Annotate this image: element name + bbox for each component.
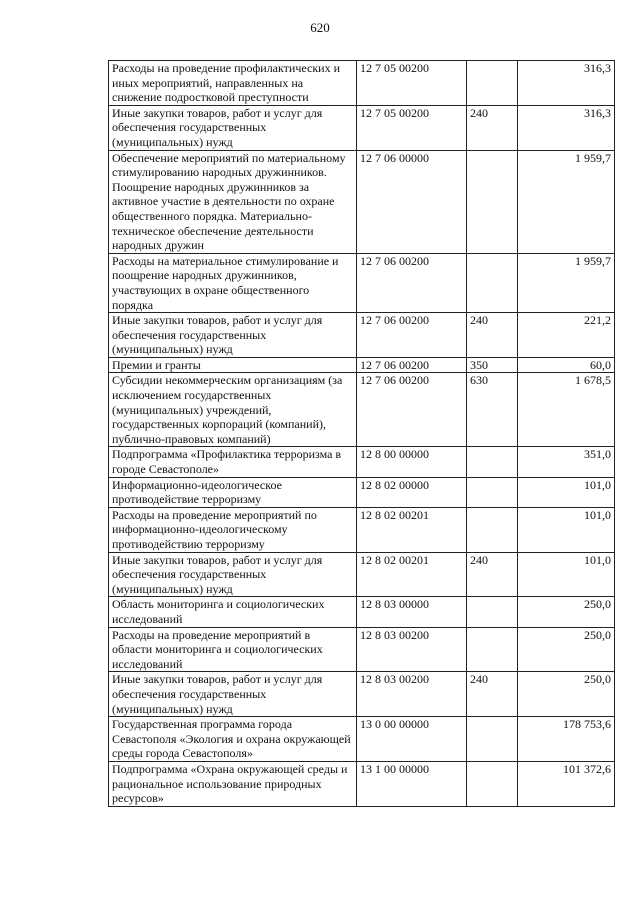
- row-amount-cell: 178 753,6: [518, 717, 615, 762]
- row-expense-type-cell: 240: [467, 672, 518, 717]
- table-row: [109, 373, 615, 447]
- row-amount-cell: 1 959,7: [518, 150, 615, 253]
- row-code-cell: 12 8 02 00000: [357, 477, 467, 507]
- row-amount-cell: 1 678,5: [518, 373, 615, 447]
- table-row: [109, 105, 615, 150]
- row-expense-type-cell: 630: [467, 373, 518, 447]
- row-expense-type-cell: 350: [467, 357, 518, 373]
- row-amount-cell: 101,0: [518, 477, 615, 507]
- table-row: [109, 627, 615, 672]
- row-amount-cell: 1 959,7: [518, 253, 615, 312]
- row-name-cell: Расходы на проведение профилактических и иных мероприятий, направленных на снижение подростковой преступности: [109, 61, 357, 106]
- row-code-cell: 12 7 06 00000: [357, 150, 467, 253]
- row-expense-type-cell: [467, 507, 518, 552]
- row-name-cell: Иные закупки товаров, работ и услуг для обеспечения государственных (муниципальных) нужд: [109, 672, 357, 717]
- table-row: [109, 477, 615, 507]
- row-name-cell: Иные закупки товаров, работ и услуг для обеспечения государственных (муниципальных) нужд: [109, 552, 357, 597]
- row-name-cell: Расходы на проведение мероприятий в области мониторинга и социологических исследований: [109, 627, 357, 672]
- row-amount-cell: 101 372,6: [518, 761, 615, 806]
- row-amount-cell: 250,0: [518, 627, 615, 672]
- row-expense-type-cell: [467, 597, 518, 627]
- row-code-cell: 12 7 05 00200: [357, 61, 467, 106]
- row-name-cell: Расходы на материальное стимулирование и поощрение народных дружинников, участвующих в охране общественного порядка: [109, 253, 357, 312]
- row-expense-type-cell: 240: [467, 105, 518, 150]
- page-number: 620: [310, 20, 330, 35]
- table-row: [109, 61, 615, 106]
- row-name-cell: Расходы на проведение мероприятий по информационно-идеологическому противодействию терроризму: [109, 507, 357, 552]
- row-expense-type-cell: [467, 150, 518, 253]
- row-code-cell: 12 8 02 00201: [357, 507, 467, 552]
- row-name-cell: Премии и гранты: [109, 357, 357, 373]
- row-code-cell: 13 0 00 00000: [357, 717, 467, 762]
- row-amount-cell: 250,0: [518, 597, 615, 627]
- table-row: [109, 253, 615, 312]
- row-code-cell: 12 7 05 00200: [357, 105, 467, 150]
- row-name-cell: Обеспечение мероприятий по материальному стимулированию народных дружинников. Поощрение народных дружинников за активное участие в деятельности по охране общественного порядка. Материально-техническое обеспечение деятельности народных дружин: [109, 150, 357, 253]
- table-row: [109, 672, 615, 717]
- row-name-cell: Область мониторинга и социологических исследований: [109, 597, 357, 627]
- row-expense-type-cell: [467, 761, 518, 806]
- row-code-cell: 12 7 06 00200: [357, 253, 467, 312]
- row-amount-cell: 60,0: [518, 357, 615, 373]
- row-amount-cell: 316,3: [518, 61, 615, 106]
- budget-table-body: [109, 61, 615, 807]
- row-amount-cell: 101,0: [518, 552, 615, 597]
- row-code-cell: 13 1 00 00000: [357, 761, 467, 806]
- row-expense-type-cell: [467, 447, 518, 477]
- table-row: [109, 761, 615, 806]
- row-amount-cell: 316,3: [518, 105, 615, 150]
- row-expense-type-cell: [467, 253, 518, 312]
- row-code-cell: 12 8 02 00201: [357, 552, 467, 597]
- row-expense-type-cell: 240: [467, 552, 518, 597]
- row-expense-type-cell: [467, 477, 518, 507]
- row-amount-cell: 250,0: [518, 672, 615, 717]
- row-name-cell: Иные закупки товаров, работ и услуг для обеспечения государственных (муниципальных) нужд: [109, 105, 357, 150]
- row-name-cell: Информационно-идеологическое противодействие терроризму: [109, 477, 357, 507]
- row-expense-type-cell: [467, 717, 518, 762]
- row-name-cell: Государственная программа города Севастополя «Экология и охрана окружающей среды города Севастополя»: [109, 717, 357, 762]
- row-expense-type-cell: [467, 61, 518, 106]
- budget-table: [108, 60, 615, 807]
- table-row: [109, 150, 615, 253]
- row-amount-cell: 221,2: [518, 313, 615, 358]
- table-row: [109, 597, 615, 627]
- row-name-cell: Подпрограмма «Охрана окружающей среды и рациональное использование природных ресурсов»: [109, 761, 357, 806]
- row-expense-type-cell: 240: [467, 313, 518, 358]
- table-row: [109, 507, 615, 552]
- row-name-cell: Субсидии некоммерческим организациям (за исключением государственных (муниципальных) учреждений, государственных корпораций (компаний), публично-правовых компаний): [109, 373, 357, 447]
- row-name-cell: Подпрограмма «Профилактика терроризма в городе Севастополе»: [109, 447, 357, 477]
- table-row: [109, 552, 615, 597]
- table-row: [109, 313, 615, 358]
- row-code-cell: 12 7 06 00200: [357, 313, 467, 358]
- table-row: [109, 447, 615, 477]
- row-code-cell: 12 8 03 00000: [357, 597, 467, 627]
- table-row: [109, 357, 615, 373]
- row-amount-cell: 101,0: [518, 507, 615, 552]
- row-expense-type-cell: [467, 627, 518, 672]
- row-code-cell: 12 8 03 00200: [357, 627, 467, 672]
- row-code-cell: 12 8 03 00200: [357, 672, 467, 717]
- row-code-cell: 12 7 06 00200: [357, 373, 467, 447]
- row-code-cell: 12 7 06 00200: [357, 357, 467, 373]
- row-amount-cell: 351,0: [518, 447, 615, 477]
- table-row: [109, 717, 615, 762]
- row-code-cell: 12 8 00 00000: [357, 447, 467, 477]
- row-name-cell: Иные закупки товаров, работ и услуг для обеспечения государственных (муниципальных) нужд: [109, 313, 357, 358]
